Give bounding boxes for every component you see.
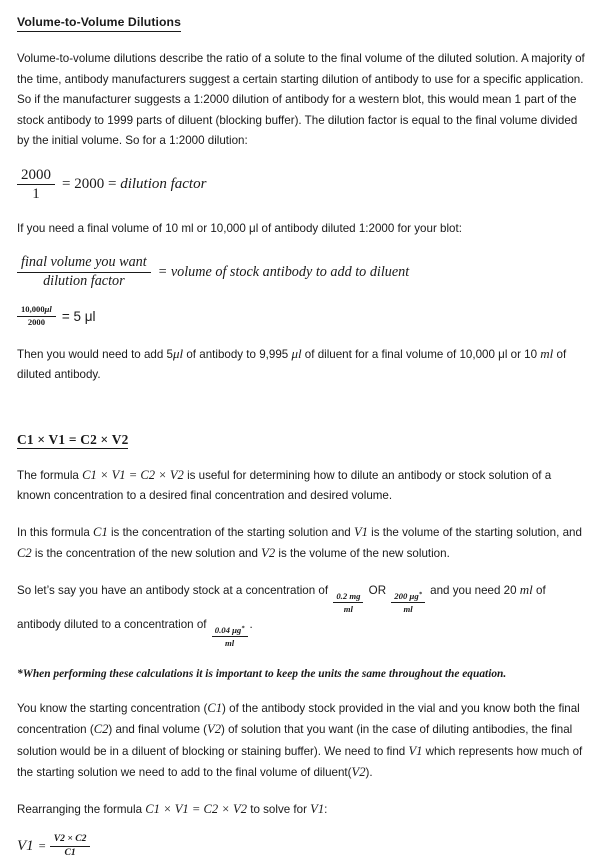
fraction-10000ul-over-2000 <box>17 305 56 327</box>
equation-result: 2000 <box>74 176 105 193</box>
fraction-denominator: ml <box>343 603 353 614</box>
fraction-numerator: final volume you want <box>17 255 151 273</box>
fraction-numerator <box>212 625 248 637</box>
text-part-3: ) and final volume ( <box>108 723 207 737</box>
variable-v1: V1 <box>408 743 423 758</box>
variable-v2: V2 <box>261 546 276 561</box>
equation-volume-stock-antibody <box>17 255 585 290</box>
asterisk-footnote-marker: * <box>418 590 422 598</box>
variable-v2: V2 <box>207 722 221 737</box>
heading-v2: V2 <box>111 431 129 447</box>
fraction-denominator: 2000 <box>27 317 45 328</box>
equation-dilution-factor <box>17 167 585 204</box>
unit-milliliter-1: ml <box>540 345 554 361</box>
equation-right-side <box>62 176 206 193</box>
text-part-2: to solve for <box>247 802 311 816</box>
fraction-finalvolume-over-dilutionfactor <box>17 255 151 290</box>
inline-fraction-200ug-per-ml <box>391 591 425 615</box>
variable-c1: C1 <box>93 524 108 539</box>
text-part-1: So let’s say you have an antibody stock at a concentration of <box>17 583 332 597</box>
text-part-2: is the concentration of the starting solution and <box>107 525 354 539</box>
asterisk-footnote-marker: * <box>241 624 245 632</box>
text-part-2: of antibody to 9,995 <box>183 347 292 361</box>
equation-result-value: 5 <box>73 309 81 325</box>
text-or: OR <box>365 583 390 597</box>
paragraph-then-you-would-need <box>17 344 585 386</box>
equation-label: dilution factor <box>120 176 207 193</box>
fraction-denominator: dilution factor <box>43 272 125 289</box>
text-part-1: Then you would need to add 5 <box>17 347 173 361</box>
heading-times-1: × <box>37 431 46 447</box>
fraction-denominator: C1 <box>64 846 76 858</box>
text-part-2: ) of the antibody stock provided in the vial and you know both the final concentration ( <box>17 701 580 737</box>
variable-v1: V1 <box>353 524 368 539</box>
fraction-numerator: 0.2 mg <box>333 591 363 603</box>
paragraph-example-concentrations <box>17 580 585 649</box>
variable-v1: V1 <box>310 801 325 816</box>
equation-right-side <box>62 309 96 324</box>
fraction-denominator: 1 <box>32 186 40 203</box>
equation-solve-for-v1 <box>17 834 585 858</box>
heading-c1: C1 <box>17 431 34 447</box>
inline-formula-c1v1c2v2: C1 × V1 = C2 × V2 <box>82 467 184 482</box>
inline-formula-c1v1c2v2: C1 × V1 = C2 × V2 <box>145 801 248 816</box>
equation-result-unit: μl <box>84 309 96 325</box>
text-part-4: is the concentration of the new solution and <box>31 547 262 561</box>
text-part-3: of antibody diluted to a concentration of <box>17 583 546 631</box>
numerator-text: 0.04 μg <box>214 624 242 635</box>
paragraph-volume-dilutions-intro: Volume-to-volume dilutions describe the ratio of a solute to the final volume of the diluted solution. A majority of the time, antibody manufacturers suggest a certain starting dilution of antibody to use for a specific application. So if the manufacturer suggests a 1:2000 dilution of antibody for a western blot, this would mean 1 part of the stock antibody to 1999 parts of diluent (blocking buffer). The dilution factor is equal to the final volume divided by the initial volume. So for a 1:2000 dilution: <box>17 52 585 147</box>
equation-10000ul-over-2000 <box>17 305 585 327</box>
fraction-denominator: ml <box>403 603 413 614</box>
text-part-1: The formula <box>17 468 83 482</box>
paragraph-formula-useful <box>17 465 585 507</box>
text-part-4: . <box>249 617 253 631</box>
inline-fraction-004ug-per-ml <box>212 625 248 649</box>
section-heading-c1v1 <box>17 432 128 449</box>
unit-microliter-2: μl <box>291 345 302 361</box>
text-part-2: and you need 20 <box>426 583 520 597</box>
paragraph-final-volume: If you need a final volume of 10 ml or 10,000 μl of antibody diluted 1:2000 for your blot: <box>17 222 462 236</box>
text-part-1: Rearranging the formula <box>17 802 146 816</box>
document-content <box>17 13 585 859</box>
text-part-5: is the volume of the new solution. <box>275 547 450 561</box>
variable-c1: C1 <box>207 700 223 715</box>
heading-v1: V1 <box>48 431 66 447</box>
equation-right-side <box>158 264 410 281</box>
text-part-5: which represents how much of the starting solution we need to add to the final volume of diluent( <box>17 744 583 780</box>
fraction-denominator: ml <box>225 637 235 648</box>
unit-milliliter: ml <box>519 581 533 597</box>
paragraph-you-know-starting-concentration <box>17 698 585 784</box>
variable-v2-second: V2 <box>351 765 366 780</box>
page-title: Volume-to-Volume Dilutions <box>17 14 181 32</box>
heading-times-2: × <box>100 431 109 447</box>
text-part-4: ) of solution that you want (in the case of diluting antibodies, the final solution would be in a diluent of blocking or staining buffer). We need to find <box>17 723 573 758</box>
equals-sign-2: = <box>107 176 117 193</box>
equals-sign: = <box>157 263 168 280</box>
variable-c2: C2 <box>17 546 32 561</box>
fraction-numerator: V2 × C2 <box>50 834 91 847</box>
unit-microliter-1: μl <box>173 345 184 361</box>
section-heading-wrap <box>17 13 585 32</box>
text-part-1: You know the starting concentration ( <box>17 701 208 715</box>
equation-result: volume of stock antibody to add to diluent <box>170 263 410 280</box>
fraction-numerator <box>391 591 425 603</box>
numerator-text: 200 μg <box>394 590 419 601</box>
paragraph-variable-definitions <box>17 522 585 565</box>
text-part-2: is useful for determining how to dilute an antibody or stock solution of a known concentration to a desired final concentration and desired volume. <box>17 468 552 503</box>
fraction-numerator <box>17 305 56 317</box>
formula-heading-wrap <box>17 431 585 449</box>
equals-sign: = <box>38 838 46 853</box>
text-part-3: : <box>324 802 328 816</box>
section-spacer <box>17 401 585 431</box>
inline-fraction-02mg-per-ml <box>333 591 363 615</box>
fraction-2000-over-1 <box>17 167 55 204</box>
text-part-4: of diluted antibody. <box>17 347 567 382</box>
text-part-3: of diluent for a final volume of 10,000 μl or 10 <box>301 347 541 361</box>
equals-sign-1: = <box>62 176 71 193</box>
variable-c2: C2 <box>93 722 109 737</box>
equals-sign: = <box>61 309 70 325</box>
heading-equals: = <box>68 431 77 447</box>
numerator-value: 10,000 <box>21 304 45 315</box>
text-part-1: In this formula <box>17 525 94 539</box>
text-part-3: is the volume of the starting solution, and <box>367 525 582 539</box>
heading-c2: C2 <box>80 431 97 447</box>
text-part-6: ). <box>365 766 373 780</box>
paragraph-rearranging-formula <box>17 799 585 821</box>
footnote-units-warning: *When performing these calculations it is important to keep the units the same throughout the equation. <box>17 667 507 680</box>
fraction-v2c2-over-c1 <box>50 834 91 858</box>
equation-left-side: V1 <box>17 837 34 854</box>
numerator-unit: μl <box>44 304 52 315</box>
fraction-numerator: 2000 <box>17 167 55 186</box>
